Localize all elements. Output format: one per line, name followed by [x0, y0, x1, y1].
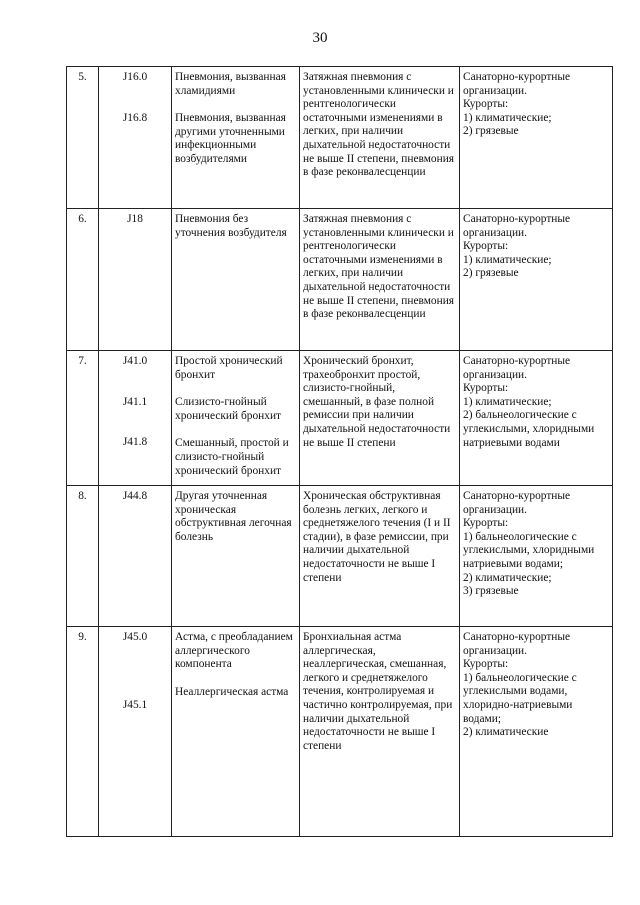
resort-line: Санаторно-курортные организации.	[463, 631, 571, 657]
icd-code: J41.0	[122, 355, 148, 367]
condition-cell: Бронхиальная астма аллергическая, неаллергическая, смешанная, легкого и среднетяжелого течения, контролируемая и частично контролируемая, при наличии дыхательной недостаточности не выше I степени	[300, 627, 460, 837]
condition-cell: Хронический бронхит, трахеобронхит простой, слизисто-гнойный, смешанный, в фазе полной ремиссии при наличии дыхательной недостаточности не выше II степени	[300, 351, 460, 486]
diagnosis-name: Пневмония без уточнения возбудителя	[175, 213, 287, 239]
row-number: 9.	[67, 627, 99, 837]
resort-line: 1) климатические;	[463, 253, 552, 266]
diagnosis-name: Слизисто-гнойный хронический бронхит	[175, 396, 282, 422]
resort-line: Курорты:	[463, 98, 509, 111]
condition-cell: Хроническая обструктивная болезнь легких, легкого и среднетяжелого течения (I и II стадии), в фазе ремиссии, при наличии дыхательной недостаточности не выше I степени	[300, 486, 460, 627]
resort-line: Санаторно-курортные организации.	[463, 355, 571, 381]
resort-line: Курорты:	[463, 517, 509, 530]
diagnosis-cell	[172, 67, 300, 209]
icd-code: J41.8	[122, 436, 148, 449]
row-number: 7.	[67, 351, 99, 486]
resorts-cell	[460, 627, 613, 837]
page-number: 30	[312, 30, 328, 46]
icd-codes-cell	[99, 486, 172, 627]
icd-code: J18	[127, 213, 143, 225]
diagnosis-name: Пневмония, вызванная хламидиями	[175, 71, 286, 97]
table-row	[67, 209, 613, 351]
resort-line: 2) грязевые	[463, 125, 519, 138]
resort-line: 1) бальнеологические с углекислыми, хлоридными натриевыми водами;	[463, 530, 595, 570]
diagnosis-name: Другая уточненная хроническая обструктивная легочная болезнь	[175, 490, 292, 543]
diagnosis-cell	[172, 486, 300, 627]
row-number: 8.	[67, 486, 99, 627]
resort-line: 2) грязевые	[463, 267, 519, 280]
resorts-cell	[460, 486, 613, 627]
icd-code: J41.1	[122, 395, 148, 408]
diagnosis-cell	[172, 627, 300, 837]
resort-line: 3) грязевые	[463, 585, 519, 598]
diagnosis-name: Пневмония, вызванная другими уточненными инфекционными возбудителями	[175, 112, 286, 165]
condition-cell: Затяжная пневмония с установленными клинически и рентгенологически остаточными изменениями в легких, при наличии дыхательной недостаточности не выше II степени, пневмония в фазе реконвалесценции	[300, 67, 460, 209]
table-row	[67, 351, 613, 486]
diagnosis-name: Смешанный, простой и слизисто-гнойный хронический бронхит	[175, 437, 289, 477]
table-row	[67, 486, 613, 627]
resorts-cell	[460, 209, 613, 351]
resorts-cell	[460, 351, 613, 486]
icd-code: J45.0	[122, 631, 148, 643]
icd-code: J16.8	[122, 111, 148, 124]
resort-line: 2) бальнеологические с углекислыми, хлоридными натриевыми водами	[463, 409, 595, 449]
diagnosis-cell	[172, 351, 300, 486]
table-row	[67, 67, 613, 209]
resort-line: 2) климатические	[463, 726, 549, 739]
resort-line: 1) бальнеологические с углекислыми водами, хлоридно-натриевыми водами;	[463, 671, 577, 725]
icd-code: J44.8	[122, 490, 148, 502]
diagnosis-name: Простой хронический бронхит	[175, 355, 283, 381]
diagnosis-name: Астма, с преобладанием аллергического компонента	[175, 631, 293, 671]
icd-codes-cell	[99, 351, 172, 486]
table-row	[67, 627, 613, 837]
resort-line: 1) климатические;	[463, 111, 552, 124]
resort-line: Санаторно-курортные организации.	[463, 71, 571, 97]
icd-codes-cell	[99, 209, 172, 351]
resort-indications-table	[66, 66, 613, 837]
resort-line: 1) климатические;	[463, 395, 552, 408]
resorts-cell	[460, 67, 613, 209]
resort-line: Санаторно-курортные организации.	[463, 213, 571, 239]
condition-cell: Затяжная пневмония с установленными клинически и рентгенологически остаточными изменениями в легких, при наличии дыхательной недостаточности не выше II степени, пневмония в фазе реконвалесценции	[300, 209, 460, 351]
icd-codes-cell	[99, 627, 172, 837]
icd-code: J45.1	[122, 698, 148, 711]
icd-code: J16.0	[122, 71, 148, 83]
row-number: 6.	[67, 209, 99, 351]
diagnosis-name: Неаллергическая астма	[175, 685, 289, 698]
resort-line: Санаторно-курортные организации.	[463, 490, 571, 516]
resort-line: Курорты:	[463, 240, 509, 253]
resort-line: Курорты:	[463, 658, 509, 671]
diagnosis-cell	[172, 209, 300, 351]
resort-line: Курорты:	[463, 382, 509, 395]
row-number: 5.	[67, 67, 99, 209]
resort-line: 2) климатические;	[463, 571, 552, 584]
icd-codes-cell	[99, 67, 172, 209]
